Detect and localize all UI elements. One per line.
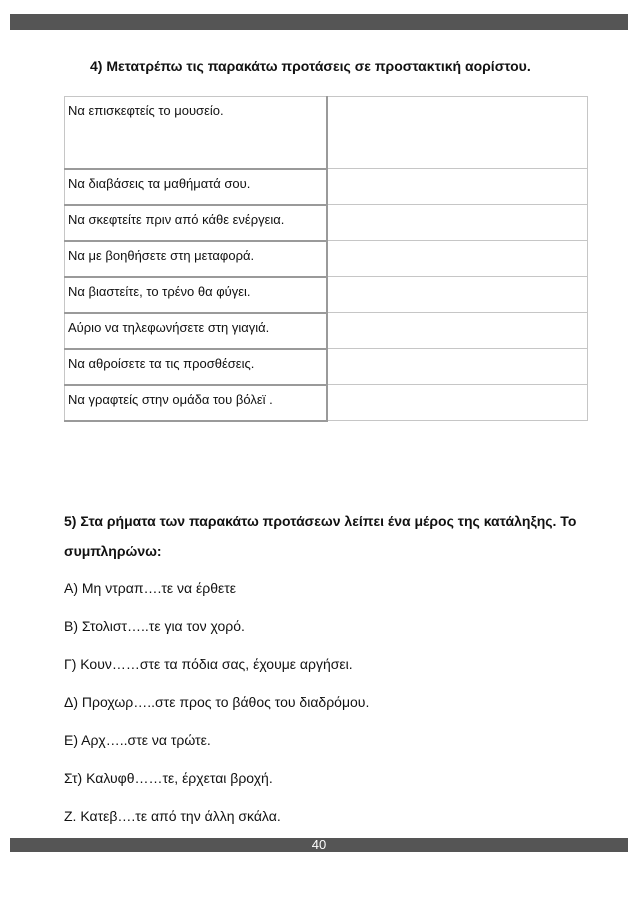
table-row — [65, 313, 588, 349]
table-row — [65, 205, 588, 241]
table-row — [65, 385, 588, 421]
sentence-cell: Αύριο να τηλεφωνήσετε στη γιαγιά. — [65, 313, 327, 349]
list-item: Β) Στολιστ…..τε για τον χορό. — [64, 618, 245, 634]
table-row — [65, 277, 588, 313]
sentence-cell: Να επισκεφτείς το μουσείο. — [65, 97, 327, 169]
exercise-4-title: 4) Μετατρέπω τις παρακάτω προτάσεις σε προστακτική αορίστου. — [90, 58, 531, 74]
header-bar — [10, 14, 628, 30]
answer-cell[interactable] — [327, 277, 588, 313]
sentence-cell: Να διαβάσεις τα μαθήματά σου. — [65, 169, 327, 205]
answer-cell[interactable] — [327, 205, 588, 241]
table-row — [65, 169, 588, 205]
sentence-cell: Να βιαστείτε, το τρένο θα φύγει. — [65, 277, 327, 313]
answer-cell[interactable] — [327, 97, 588, 169]
exercise-5-title: 5) Στα ρήματα των παρακάτω προτάσεων λείπει ένα μέρος της κατάληξης. Το συμπληρώνω: — [64, 513, 577, 559]
list-item: Γ) Κουν……στε τα πόδια σας, έχουμε αργήσει. — [64, 656, 353, 672]
exercise-5-list — [64, 578, 369, 844]
answer-cell[interactable] — [327, 169, 588, 205]
table-row — [65, 241, 588, 277]
answer-cell[interactable] — [327, 349, 588, 385]
table-row — [65, 349, 588, 385]
sentence-cell: Να με βοηθήσετε στη μεταφορά. — [65, 241, 327, 277]
list-item: Δ) Προχωρ…..στε προς το βάθος του διαδρόμου. — [64, 694, 370, 710]
answer-cell[interactable] — [327, 313, 588, 349]
list-item: Α) Μη ντραπ….τε να έρθετε — [64, 580, 237, 596]
page-number: 40 — [311, 837, 327, 852]
sentence-cell: Να γραφτείς στην ομάδα του βόλεϊ . — [65, 385, 327, 421]
table-row — [65, 97, 588, 169]
exercise-4-table — [64, 96, 588, 422]
sentence-cell: Να σκεφτείτε πριν από κάθε ενέργεια. — [65, 205, 327, 241]
list-item: Στ) Καλυφθ……τε, έρχεται βροχή. — [64, 770, 273, 786]
list-item: Ε) Αρχ…..στε να τρώτε. — [64, 732, 211, 748]
sentence-cell: Να αθροίσετε τα τις προσθέσεις. — [65, 349, 327, 385]
list-item: Ζ. Κατεβ….τε από την άλλη σκάλα. — [64, 808, 281, 824]
answer-cell[interactable] — [327, 241, 588, 277]
answer-cell[interactable] — [327, 385, 588, 421]
